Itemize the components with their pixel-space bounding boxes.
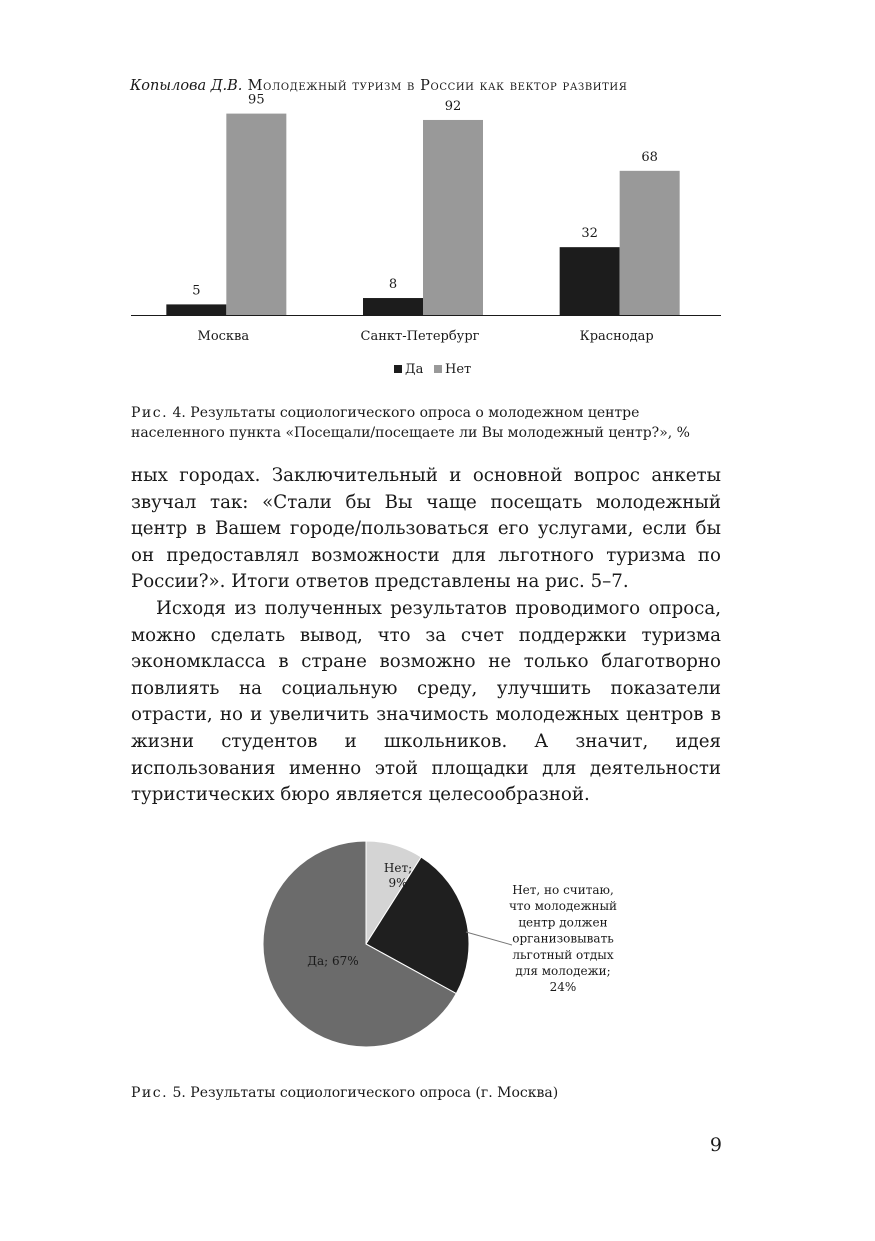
category-label: Санкт-Петербург	[360, 329, 480, 344]
bar-value-label: 8	[388, 277, 398, 293]
figure-5-caption	[131, 1083, 731, 1103]
figure-4-caption-line1: 4. Результаты социологического опроса о молодежном центре	[168, 405, 640, 421]
pie-external-label-line: для молодежи;	[515, 964, 611, 978]
pie-external-label-line: 24%	[549, 980, 577, 995]
pie-external-label-line: центр должен	[518, 915, 608, 930]
pie-external-label-line: что молодежный	[508, 899, 618, 914]
figure-4-caption-line2: населенного пункта «Посещали/посещаете ли Вы молодежный центр?», %	[131, 425, 690, 441]
legend-label-Нет: Нет	[445, 362, 472, 377]
bar-value-label: 5	[192, 283, 201, 299]
figure-5-label: Рис.	[131, 1085, 169, 1101]
bar-value-label: 32	[581, 226, 598, 242]
pie-external-label-line: льготный отдых	[512, 947, 614, 962]
pie-label-da: Да; 67%	[307, 954, 359, 968]
category-label: Москва	[197, 329, 250, 344]
figure-4-label: Рис.	[131, 405, 169, 421]
paragraph-2: Исходя из полученных результатов проводимого опроса, можно сделать вывод, что за счет поддержки туризма экономкласса в стране возможно не только благотворно повлиять на социальную среду, улучшить показатели отрасти, но и увеличить значимость молодежных центров в жизни студентов и школьников. А значит, идея использования именно этой площадки для деятельности туристических бюро является целесообразной.	[131, 597, 721, 806]
header-title: Молодежный туризм в России как вектор развития	[247, 78, 628, 94]
bar-value-label: 95	[248, 92, 265, 108]
page-number: 9	[709, 1134, 722, 1156]
bar-value-label: 92	[444, 98, 462, 114]
paragraph-1: ных городах. Заключительный и основной вопрос анкеты звучал так: «Стали бы Вы чаще посещать молодежный центр в Вашем городе/пользоваться его услугами, если бы он предоставлял возможности для льготного туризма по России?». Итоги ответов представлены на рис. 5–7.	[131, 465, 721, 593]
pie-leader-line	[466, 932, 512, 945]
pie-label-net: Нет;	[383, 861, 413, 875]
category-label: Краснодар	[579, 329, 654, 344]
pie-label-net-pct: 9%	[388, 876, 408, 890]
figure-5-caption-text: 5. Результаты социологического опроса (г. Москва)	[168, 1085, 559, 1101]
pie-external-label-line: Нет, но считаю,	[512, 883, 614, 897]
header-author: Копылова Д.В.	[130, 78, 243, 94]
bar-value-label: 68	[641, 149, 658, 165]
legend-label-Да: Да	[405, 362, 424, 377]
pie-external-label-line: организовывать	[512, 931, 614, 946]
